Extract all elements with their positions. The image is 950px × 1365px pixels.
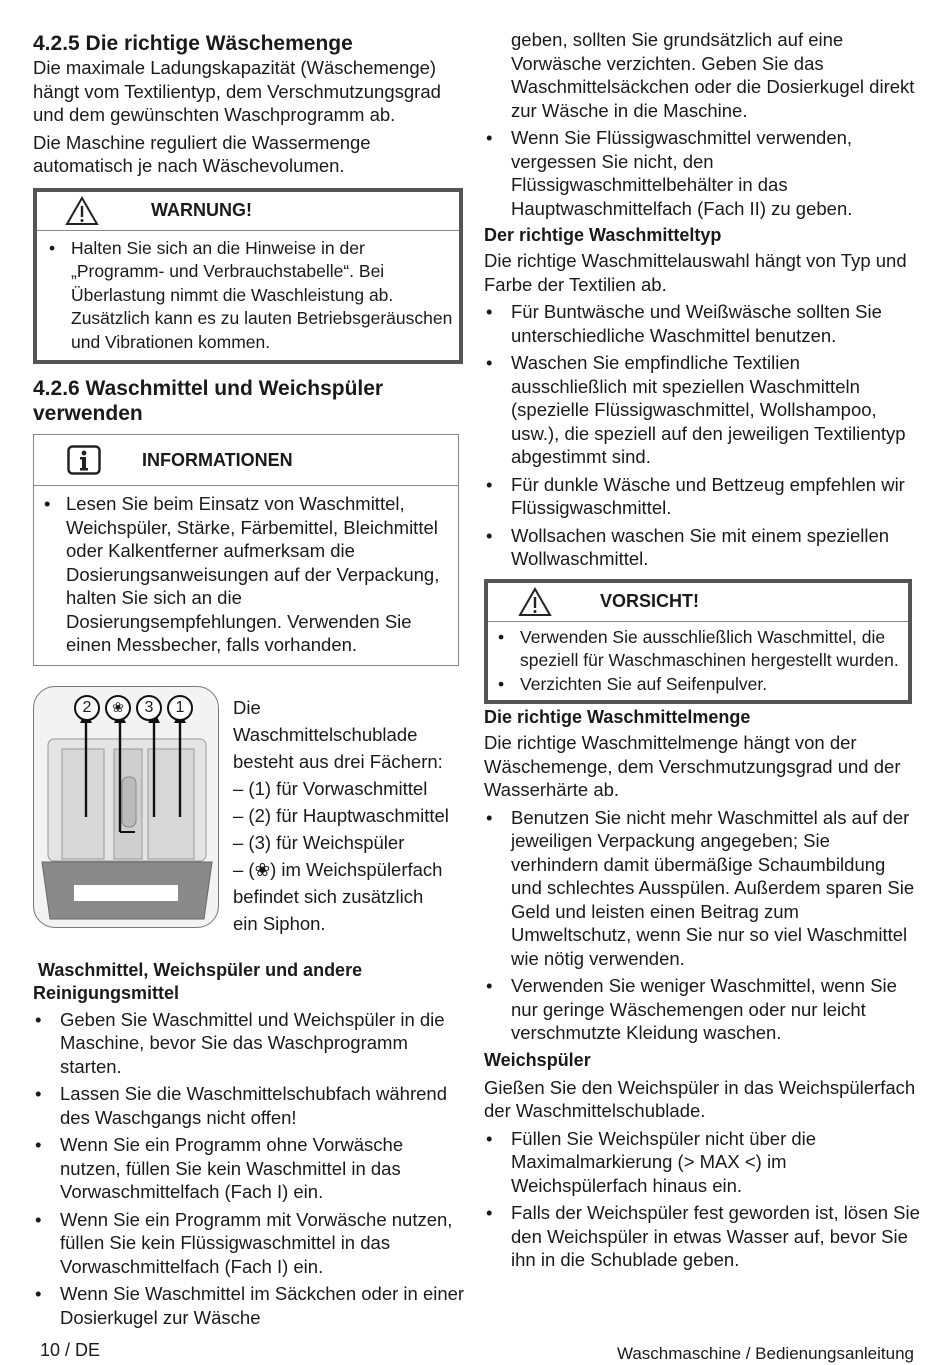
list-item: • Wenn Sie Flüssigwaschmittel verwenden, vergessen Sie nicht, den Flüssigwaschmittelbehälter in das Hauptwaschmittelfach (Fach II) zu geben. bbox=[484, 126, 920, 220]
softener-paragraph: Gießen Sie den Weichspüler in das Weichspülerfach der Waschmittelschublade. bbox=[484, 1076, 916, 1121]
detergent-type-paragraph: Die richtige Waschmittelauswahl hängt von Typ und Farbe der Textilien ab. bbox=[484, 250, 907, 295]
drawer-drawing bbox=[34, 687, 219, 928]
info-title: INFORMATIONEN bbox=[142, 449, 293, 470]
info-body bbox=[34, 486, 458, 665]
section-4-2-5-title: 4.2.5 Die richtige Wäschemenge bbox=[33, 32, 353, 55]
caution-title: VORSICHT! bbox=[600, 591, 699, 611]
list-item: • Wenn Sie Waschmittel im Säckchen oder in einer Dosierkugel zur Wäsche bbox=[33, 1282, 465, 1329]
detergent-list bbox=[33, 1008, 465, 1330]
warning-header bbox=[37, 192, 459, 231]
list-item: • Füllen Sie Weichspüler nicht über die Maximalmarkierung (> MAX <) im Weichspülerfach hinaus ein. bbox=[484, 1127, 920, 1198]
warning-title: WARNUNG! bbox=[151, 200, 252, 220]
list-item: • Für Buntwäsche und Weißwäsche sollten Sie unterschiedliche Waschmittel benutzen. bbox=[484, 300, 920, 347]
list-item: • Wenn Sie ein Programm ohne Vorwäsche nutzen, füllen Sie kein Waschmittel in das Vorwaschmittelfach (Fach I) ein. bbox=[33, 1133, 465, 1204]
compartment-2-label: 2 bbox=[74, 695, 100, 721]
page-number: 10 / DE bbox=[40, 1340, 101, 1360]
caution-item: • Verzichten Sie auf Seifenpulver. bbox=[496, 673, 902, 697]
list-item: • Falls der Weichspüler fest geworden ist, lösen Sie den Weichspüler in etwas Wasser auf, bevor Sie ihn in die Schublade geben. bbox=[484, 1201, 920, 1272]
list-item: • Wollsachen waschen Sie mit einem speziellen Wollwaschmittel. bbox=[484, 524, 920, 571]
drawer-text-line: – (2) für Hauptwaschmittel bbox=[233, 804, 449, 826]
list-item: • Geben Sie Waschmittel und Weichspüler in die Maschine, bevor Sie das Waschprogramm starten. bbox=[33, 1008, 465, 1079]
list-item: • Für dunkle Wäsche und Bettzeug empfehlen wir Flüssigwaschmittel. bbox=[484, 473, 920, 520]
info-box bbox=[33, 434, 459, 666]
detergent-subsection-title: Waschmittel, Weichspüler und andere Reinigungsmittel bbox=[33, 959, 368, 1003]
drawer-text-line: ein Siphon. bbox=[233, 912, 326, 934]
caution-body bbox=[488, 622, 908, 701]
caution-header bbox=[488, 583, 908, 622]
detergent-amount-list bbox=[484, 806, 920, 1045]
detergent-amount-title: Die richtige Waschmittelmenge bbox=[484, 707, 751, 727]
siphon-flower-label: ❀ bbox=[105, 695, 131, 721]
drawer-text-line: Waschmittelschublade bbox=[233, 723, 418, 745]
drawer-text-line: – (1) für Vorwaschmittel bbox=[233, 777, 428, 799]
right-column bbox=[484, 28, 920, 1276]
drawer-text-line: besteht aus drei Fächern: bbox=[233, 750, 443, 772]
warning-box bbox=[33, 188, 463, 365]
caution-item: • Verwenden Sie ausschließlich Waschmittel, die speziell für Waschmaschinen hergestellt wurden. bbox=[496, 626, 902, 673]
drawer-text-line: befindet sich zusätzlich bbox=[233, 885, 424, 907]
detergent-type-list bbox=[484, 300, 920, 571]
list-item: • Wenn Sie ein Programm mit Vorwäsche nutzen, füllen Sie kein Flüssigwaschmittel in das Vorwaschmittelfach (Fach I) ein. bbox=[33, 1208, 465, 1279]
drawer-description bbox=[233, 694, 449, 937]
section-4-2-5-paragraph-1: Die maximale Ladungskapazität (Wäschemenge) hängt vom Textilientyp, dem Verschmutzungsgrad und dem gewünschten Waschprogramm ab. bbox=[33, 57, 441, 125]
detergent-drawer-illustration bbox=[33, 686, 219, 928]
compartment-1-label: 1 bbox=[167, 695, 193, 721]
compartment-3-label: 3 bbox=[136, 695, 162, 721]
list-item: • Lassen Sie die Waschmittelschubfach während des Waschgangs nicht offen! bbox=[33, 1082, 465, 1129]
info-header bbox=[34, 435, 458, 486]
drawer-figure bbox=[33, 686, 465, 937]
warning-triangle-icon bbox=[65, 196, 99, 226]
info-icon bbox=[67, 445, 101, 475]
list-item: • Waschen Sie empfindliche Textilien ausschließlich mit speziellen Waschmitteln (spezielle Flüssigwaschmittel, Wollshampoo, usw.), die speziell auf den jeweiligen Textilientyp abgestimmt sind. bbox=[484, 351, 920, 469]
drawer-text-line: – (3) für Weichspüler bbox=[233, 831, 405, 853]
continued-list bbox=[484, 126, 920, 220]
warning-item: • Halten Sie sich an die Hinweise in der „Programm- und Verbrauchstabelle“. Bei Überlastung nimmt die Waschleistung ab. Zusätzlich kann es zu lauten Betriebsgeräuschen und Vibrationen kommen. bbox=[47, 237, 453, 355]
drawer-label-row bbox=[74, 695, 193, 721]
softener-list bbox=[484, 1127, 920, 1272]
section-4-2-5-paragraph-2: Die Maschine reguliert die Wassermenge automatisch je nach Wäschevolumen. bbox=[33, 131, 371, 176]
detergent-type-title: Der richtige Waschmitteltyp bbox=[484, 225, 722, 245]
list-item: • Benutzen Sie nicht mehr Waschmittel als auf der jeweiligen Verpackung angegeben; Sie verhindern damit übermäßige Schaumbildung und schlechtes Ausspülen. Außerdem sparen Sie Geld und leisten einen Beitrag zum Umweltschutz, wenn Sie nur so viel Waschmittel wie nötig verwenden. bbox=[484, 806, 920, 971]
document-title: Waschmaschine / Bedienungsanleitung bbox=[616, 1344, 914, 1363]
drawer-text-line: – (❀) im Weichspülerfach bbox=[233, 858, 443, 880]
softener-title: Weichspüler bbox=[484, 1049, 591, 1070]
info-item: • Lesen Sie beim Einsatz von Waschmittel, Weichspüler, Stärke, Färbemittel, Bleichmittel oder Kalkentferner aufmerksam die Dosierungsanweisungen auf der Verpackung, halten Sie sich an die Dosierungsempfehlungen. Verwenden Sie einen Messbecher, falls vorhanden. bbox=[42, 492, 452, 657]
continued-text: geben, sollten Sie grundsätzlich auf eine Vorwäsche verzichten. Geben Sie das Waschmittelsäckchen oder die Dosierkugel direkt zur Wäsche in die Maschine. bbox=[511, 29, 915, 121]
caution-box bbox=[484, 579, 912, 705]
section-4-2-6-title: 4.2.6 Waschmittel und Weichspüler verwenden bbox=[33, 377, 384, 425]
drawer-text-line: Die bbox=[233, 696, 261, 718]
list-item: • Verwenden Sie weniger Waschmittel, wenn Sie nur geringe Wäschemengen oder nur leicht verschmutzte Kleidung waschen. bbox=[484, 974, 920, 1045]
detergent-amount-paragraph: Die richtige Waschmittelmenge hängt von der Wäschemenge, dem Verschmutzungsgrad und der Wasserhärte ab. bbox=[484, 732, 901, 800]
warning-triangle-icon bbox=[518, 587, 552, 617]
warning-body bbox=[37, 231, 459, 361]
left-column bbox=[33, 28, 465, 1333]
